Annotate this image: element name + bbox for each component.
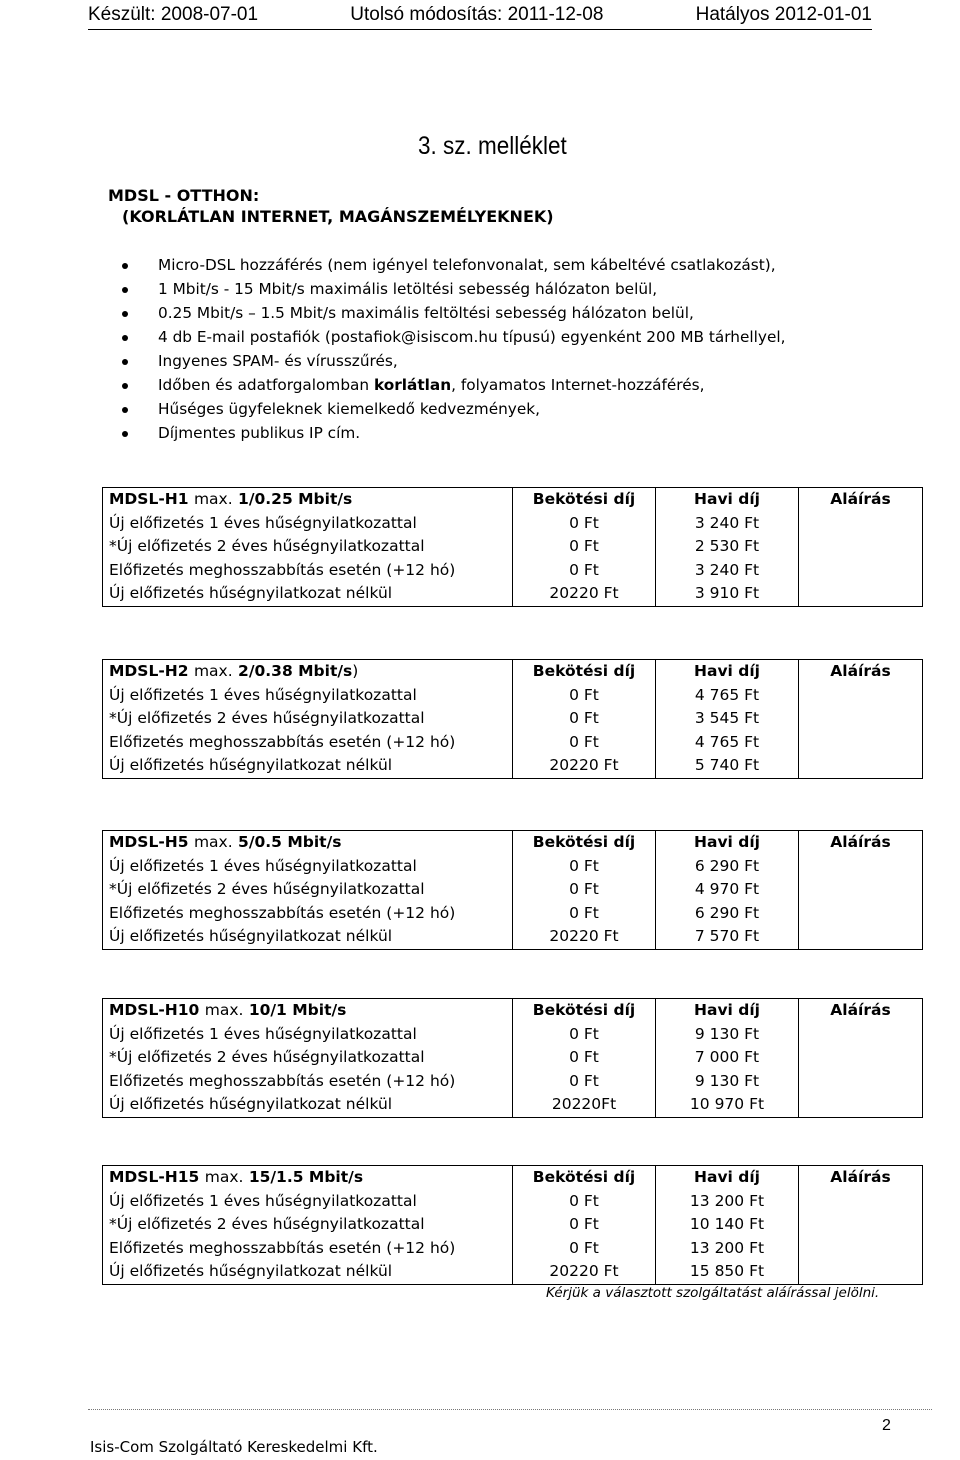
bullet-icon: [122, 335, 128, 341]
price-table: [102, 487, 923, 607]
monthly-fee-cell: 7 000 Ft: [656, 1046, 799, 1070]
signature-header: Aláírás: [799, 831, 923, 855]
signature-field[interactable]: [799, 535, 923, 559]
monthly-fee-cell: 6 290 Ft: [656, 902, 799, 926]
subscription-type-cell: Új előfizetés 1 éves hűségnyilatkozattal: [103, 1023, 513, 1047]
connection-fee-cell: 0 Ft: [513, 1070, 656, 1094]
plan-name: MDSL-H2: [109, 662, 189, 680]
subscription-type-cell: Új előfizetés hűségnyilatkozat nélkül: [103, 1093, 513, 1117]
plan-name-cell: [103, 1166, 513, 1190]
plan-speed: 15/1.5 Mbit/s: [248, 1168, 364, 1186]
signature-field[interactable]: [799, 1237, 923, 1261]
plan-name: MDSL-H15: [109, 1168, 200, 1186]
monthly-fee-cell: 9 130 Ft: [656, 1023, 799, 1047]
table-row: [103, 731, 923, 755]
table-row: [103, 925, 923, 949]
plan-name-cell: [103, 660, 513, 684]
table-row: [103, 902, 923, 926]
plan-name-cell: [103, 999, 513, 1023]
connection-fee-header: Bekötési díj: [513, 999, 656, 1023]
monthly-fee-header: Havi díj: [656, 660, 799, 684]
subscription-type-cell: *Új előfizetés 2 éves hűségnyilatkozattal: [103, 1046, 513, 1070]
signature-field[interactable]: [799, 878, 923, 902]
signature-field[interactable]: [799, 1190, 923, 1214]
plan-speed: 10/1 Mbit/s: [248, 1001, 347, 1019]
page-header: [88, 0, 872, 30]
price-table: [102, 998, 923, 1118]
annex-title: 3. sz. melléklet: [418, 132, 567, 160]
price-table: [102, 659, 923, 779]
plan-speed-suffix: ): [352, 662, 359, 680]
table-row: [103, 1190, 923, 1214]
signature-field[interactable]: [799, 754, 923, 778]
monthly-fee-cell: 10 970 Ft: [656, 1093, 799, 1117]
monthly-fee-cell: 5 740 Ft: [656, 754, 799, 778]
table-header-row: [103, 1166, 923, 1190]
feature-item: Micro-DSL hozzáférés (nem igényel telefonvonalat, sem kábeltévé csatlakozást),: [108, 253, 785, 277]
feature-list: [108, 253, 785, 445]
table-row: [103, 1237, 923, 1261]
plan-name: MDSL-H5: [109, 833, 189, 851]
monthly-fee-cell: 6 290 Ft: [656, 855, 799, 879]
price-table: [102, 1165, 923, 1285]
table-row: [103, 1260, 923, 1284]
plan-max-label: max.: [204, 1001, 244, 1019]
plan-max-label: max.: [193, 833, 233, 851]
subscription-type-cell: Előfizetés meghosszabbítás esetén (+12 hó): [103, 902, 513, 926]
subscription-type-cell: Előfizetés meghosszabbítás esetén (+12 hó): [103, 1237, 513, 1261]
modified-date: Utolsó módosítás: 2011-12-08: [350, 4, 604, 25]
monthly-fee-cell: 15 850 Ft: [656, 1260, 799, 1284]
monthly-fee-cell: 7 570 Ft: [656, 925, 799, 949]
table-header-row: [103, 660, 923, 684]
connection-fee-cell: 0 Ft: [513, 855, 656, 879]
connection-fee-cell: 0 Ft: [513, 878, 656, 902]
subscription-type-cell: *Új előfizetés 2 éves hűségnyilatkozattal: [103, 1213, 513, 1237]
bullet-icon: [122, 431, 128, 437]
subscription-type-cell: *Új előfizetés 2 éves hűségnyilatkozattal: [103, 707, 513, 731]
monthly-fee-cell: 13 200 Ft: [656, 1237, 799, 1261]
table-header-row: [103, 999, 923, 1023]
subscription-type-cell: Új előfizetés hűségnyilatkozat nélkül: [103, 582, 513, 606]
connection-fee-cell: 20220 Ft: [513, 925, 656, 949]
monthly-fee-header: Havi díj: [656, 1166, 799, 1190]
table-row: [103, 878, 923, 902]
table-row: [103, 1213, 923, 1237]
plan-speed: 1/0.25 Mbit/s: [238, 490, 353, 508]
bullet-icon: [122, 359, 128, 365]
signature-note: Kérjük a választott szolgáltatást aláírással jelölni.: [546, 1285, 880, 1301]
table-row: [103, 512, 923, 536]
bullet-icon: [122, 263, 128, 269]
signature-field[interactable]: [799, 1093, 923, 1117]
connection-fee-cell: 0 Ft: [513, 1213, 656, 1237]
connection-fee-header: Bekötési díj: [513, 488, 656, 512]
page-number: 2: [882, 1417, 891, 1434]
signature-field[interactable]: [799, 1046, 923, 1070]
plan-max-label: max.: [193, 490, 233, 508]
subscription-type-cell: Új előfizetés 1 éves hűségnyilatkozattal: [103, 1190, 513, 1214]
signature-header: Aláírás: [799, 660, 923, 684]
monthly-fee-header: Havi díj: [656, 831, 799, 855]
plan-name-cell: [103, 831, 513, 855]
subscription-type-cell: Új előfizetés hűségnyilatkozat nélkül: [103, 754, 513, 778]
connection-fee-cell: 0 Ft: [513, 902, 656, 926]
company-name: Isis-Com Szolgáltató Kereskedelmi Kft.: [90, 1438, 378, 1456]
price-table: [102, 830, 923, 950]
feature-item: 0.25 Mbit/s – 1.5 Mbit/s maximális feltöltési sebesség hálózaton belül,: [108, 301, 785, 325]
bullet-icon: [122, 287, 128, 293]
plan-name: MDSL-H10: [109, 1001, 200, 1019]
plan-name-cell: [103, 488, 513, 512]
table-row: [103, 559, 923, 583]
feature-item: 1 Mbit/s - 15 Mbit/s maximális letöltési sebesség hálózaton belül,: [108, 277, 785, 301]
feature-item: Díjmentes publikus IP cím.: [108, 421, 785, 445]
monthly-fee-header: Havi díj: [656, 999, 799, 1023]
subscription-type-cell: Új előfizetés hűségnyilatkozat nélkül: [103, 925, 513, 949]
feature-item: 4 db E-mail postafiók (postafiok@isiscom.hu típusú) egyenként 200 MB tárhellyel,: [108, 325, 785, 349]
signature-field[interactable]: [799, 707, 923, 731]
subscription-type-cell: Új előfizetés hűségnyilatkozat nélkül: [103, 1260, 513, 1284]
connection-fee-cell: 0 Ft: [513, 1023, 656, 1047]
table-row: [103, 1023, 923, 1047]
subscription-type-cell: *Új előfizetés 2 éves hűségnyilatkozattal: [103, 535, 513, 559]
signature-field[interactable]: [799, 512, 923, 536]
signature-field[interactable]: [799, 582, 923, 606]
plan-max-label: max.: [204, 1168, 244, 1186]
connection-fee-cell: 20220 Ft: [513, 754, 656, 778]
monthly-fee-cell: 10 140 Ft: [656, 1213, 799, 1237]
monthly-fee-cell: 3 240 Ft: [656, 512, 799, 536]
connection-fee-header: Bekötési díj: [513, 660, 656, 684]
table-row: [103, 855, 923, 879]
signature-header: Aláírás: [799, 1166, 923, 1190]
monthly-fee-cell: 3 240 Ft: [656, 559, 799, 583]
signature-field[interactable]: [799, 559, 923, 583]
feature-item: Ingyenes SPAM- és vírusszűrés,: [108, 349, 785, 373]
signature-field[interactable]: [799, 684, 923, 708]
table-row: [103, 684, 923, 708]
connection-fee-header: Bekötési díj: [513, 831, 656, 855]
signature-field[interactable]: [799, 1023, 923, 1047]
connection-fee-cell: 0 Ft: [513, 1190, 656, 1214]
monthly-fee-header: Havi díj: [656, 488, 799, 512]
subscription-type-cell: Előfizetés meghosszabbítás esetén (+12 hó): [103, 559, 513, 583]
plan-speed: 2/0.38 Mbit/s: [238, 662, 353, 680]
plan-max-label: max.: [193, 662, 233, 680]
monthly-fee-cell: 3 910 Ft: [656, 582, 799, 606]
signature-field[interactable]: [799, 731, 923, 755]
signature-field[interactable]: [799, 925, 923, 949]
table-row: [103, 1093, 923, 1117]
monthly-fee-cell: 9 130 Ft: [656, 1070, 799, 1094]
connection-fee-cell: 0 Ft: [513, 1046, 656, 1070]
monthly-fee-cell: 4 765 Ft: [656, 684, 799, 708]
plan-speed: 5/0.5 Mbit/s: [238, 833, 342, 851]
table-row: [103, 1070, 923, 1094]
table-header-row: [103, 831, 923, 855]
signature-field[interactable]: [799, 1070, 923, 1094]
document-subtitle: (KORLÁTLAN INTERNET, MAGÁNSZEMÉLYEKNEK): [122, 207, 554, 226]
table-header-row: [103, 488, 923, 512]
table-row: [103, 754, 923, 778]
monthly-fee-cell: 13 200 Ft: [656, 1190, 799, 1214]
connection-fee-cell: 0 Ft: [513, 731, 656, 755]
subscription-type-cell: Előfizetés meghosszabbítás esetén (+12 hó): [103, 1070, 513, 1094]
connection-fee-cell: 0 Ft: [513, 535, 656, 559]
connection-fee-cell: 20220Ft: [513, 1093, 656, 1117]
connection-fee-cell: 0 Ft: [513, 684, 656, 708]
signature-header: Aláírás: [799, 999, 923, 1023]
plan-name: MDSL-H1: [109, 490, 189, 508]
signature-field[interactable]: [799, 855, 923, 879]
signature-field[interactable]: [799, 1260, 923, 1284]
bullet-icon: [122, 383, 128, 389]
monthly-fee-cell: 2 530 Ft: [656, 535, 799, 559]
connection-fee-cell: 0 Ft: [513, 1237, 656, 1261]
effective-date: Hatályos 2012-01-01: [695, 4, 872, 25]
table-row: [103, 582, 923, 606]
signature-field[interactable]: [799, 1213, 923, 1237]
signature-header: Aláírás: [799, 488, 923, 512]
connection-fee-cell: 20220 Ft: [513, 1260, 656, 1284]
connection-fee-cell: 0 Ft: [513, 707, 656, 731]
table-row: [103, 707, 923, 731]
bullet-icon: [122, 311, 128, 317]
connection-fee-cell: 0 Ft: [513, 512, 656, 536]
document-title: MDSL - OTTHON:: [108, 186, 260, 205]
feature-item: Időben és adatforgalomban korlátlan, folyamatos Internet-hozzáférés,: [108, 373, 785, 397]
bullet-icon: [122, 407, 128, 413]
feature-item: Hűséges ügyfeleknek kiemelkedő kedvezmények,: [108, 397, 785, 421]
subscription-type-cell: Új előfizetés 1 éves hűségnyilatkozattal: [103, 512, 513, 536]
table-row: [103, 1046, 923, 1070]
subscription-type-cell: Új előfizetés 1 éves hűségnyilatkozattal: [103, 855, 513, 879]
footer-divider: [88, 1409, 932, 1410]
connection-fee-cell: 20220 Ft: [513, 582, 656, 606]
created-date: Készült: 2008-07-01: [88, 4, 259, 25]
signature-field[interactable]: [799, 902, 923, 926]
table-row: [103, 535, 923, 559]
subscription-type-cell: *Új előfizetés 2 éves hűségnyilatkozattal: [103, 878, 513, 902]
connection-fee-header: Bekötési díj: [513, 1166, 656, 1190]
monthly-fee-cell: 3 545 Ft: [656, 707, 799, 731]
monthly-fee-cell: 4 970 Ft: [656, 878, 799, 902]
monthly-fee-cell: 4 765 Ft: [656, 731, 799, 755]
subscription-type-cell: Új előfizetés 1 éves hűségnyilatkozattal: [103, 684, 513, 708]
subscription-type-cell: Előfizetés meghosszabbítás esetén (+12 hó): [103, 731, 513, 755]
connection-fee-cell: 0 Ft: [513, 559, 656, 583]
